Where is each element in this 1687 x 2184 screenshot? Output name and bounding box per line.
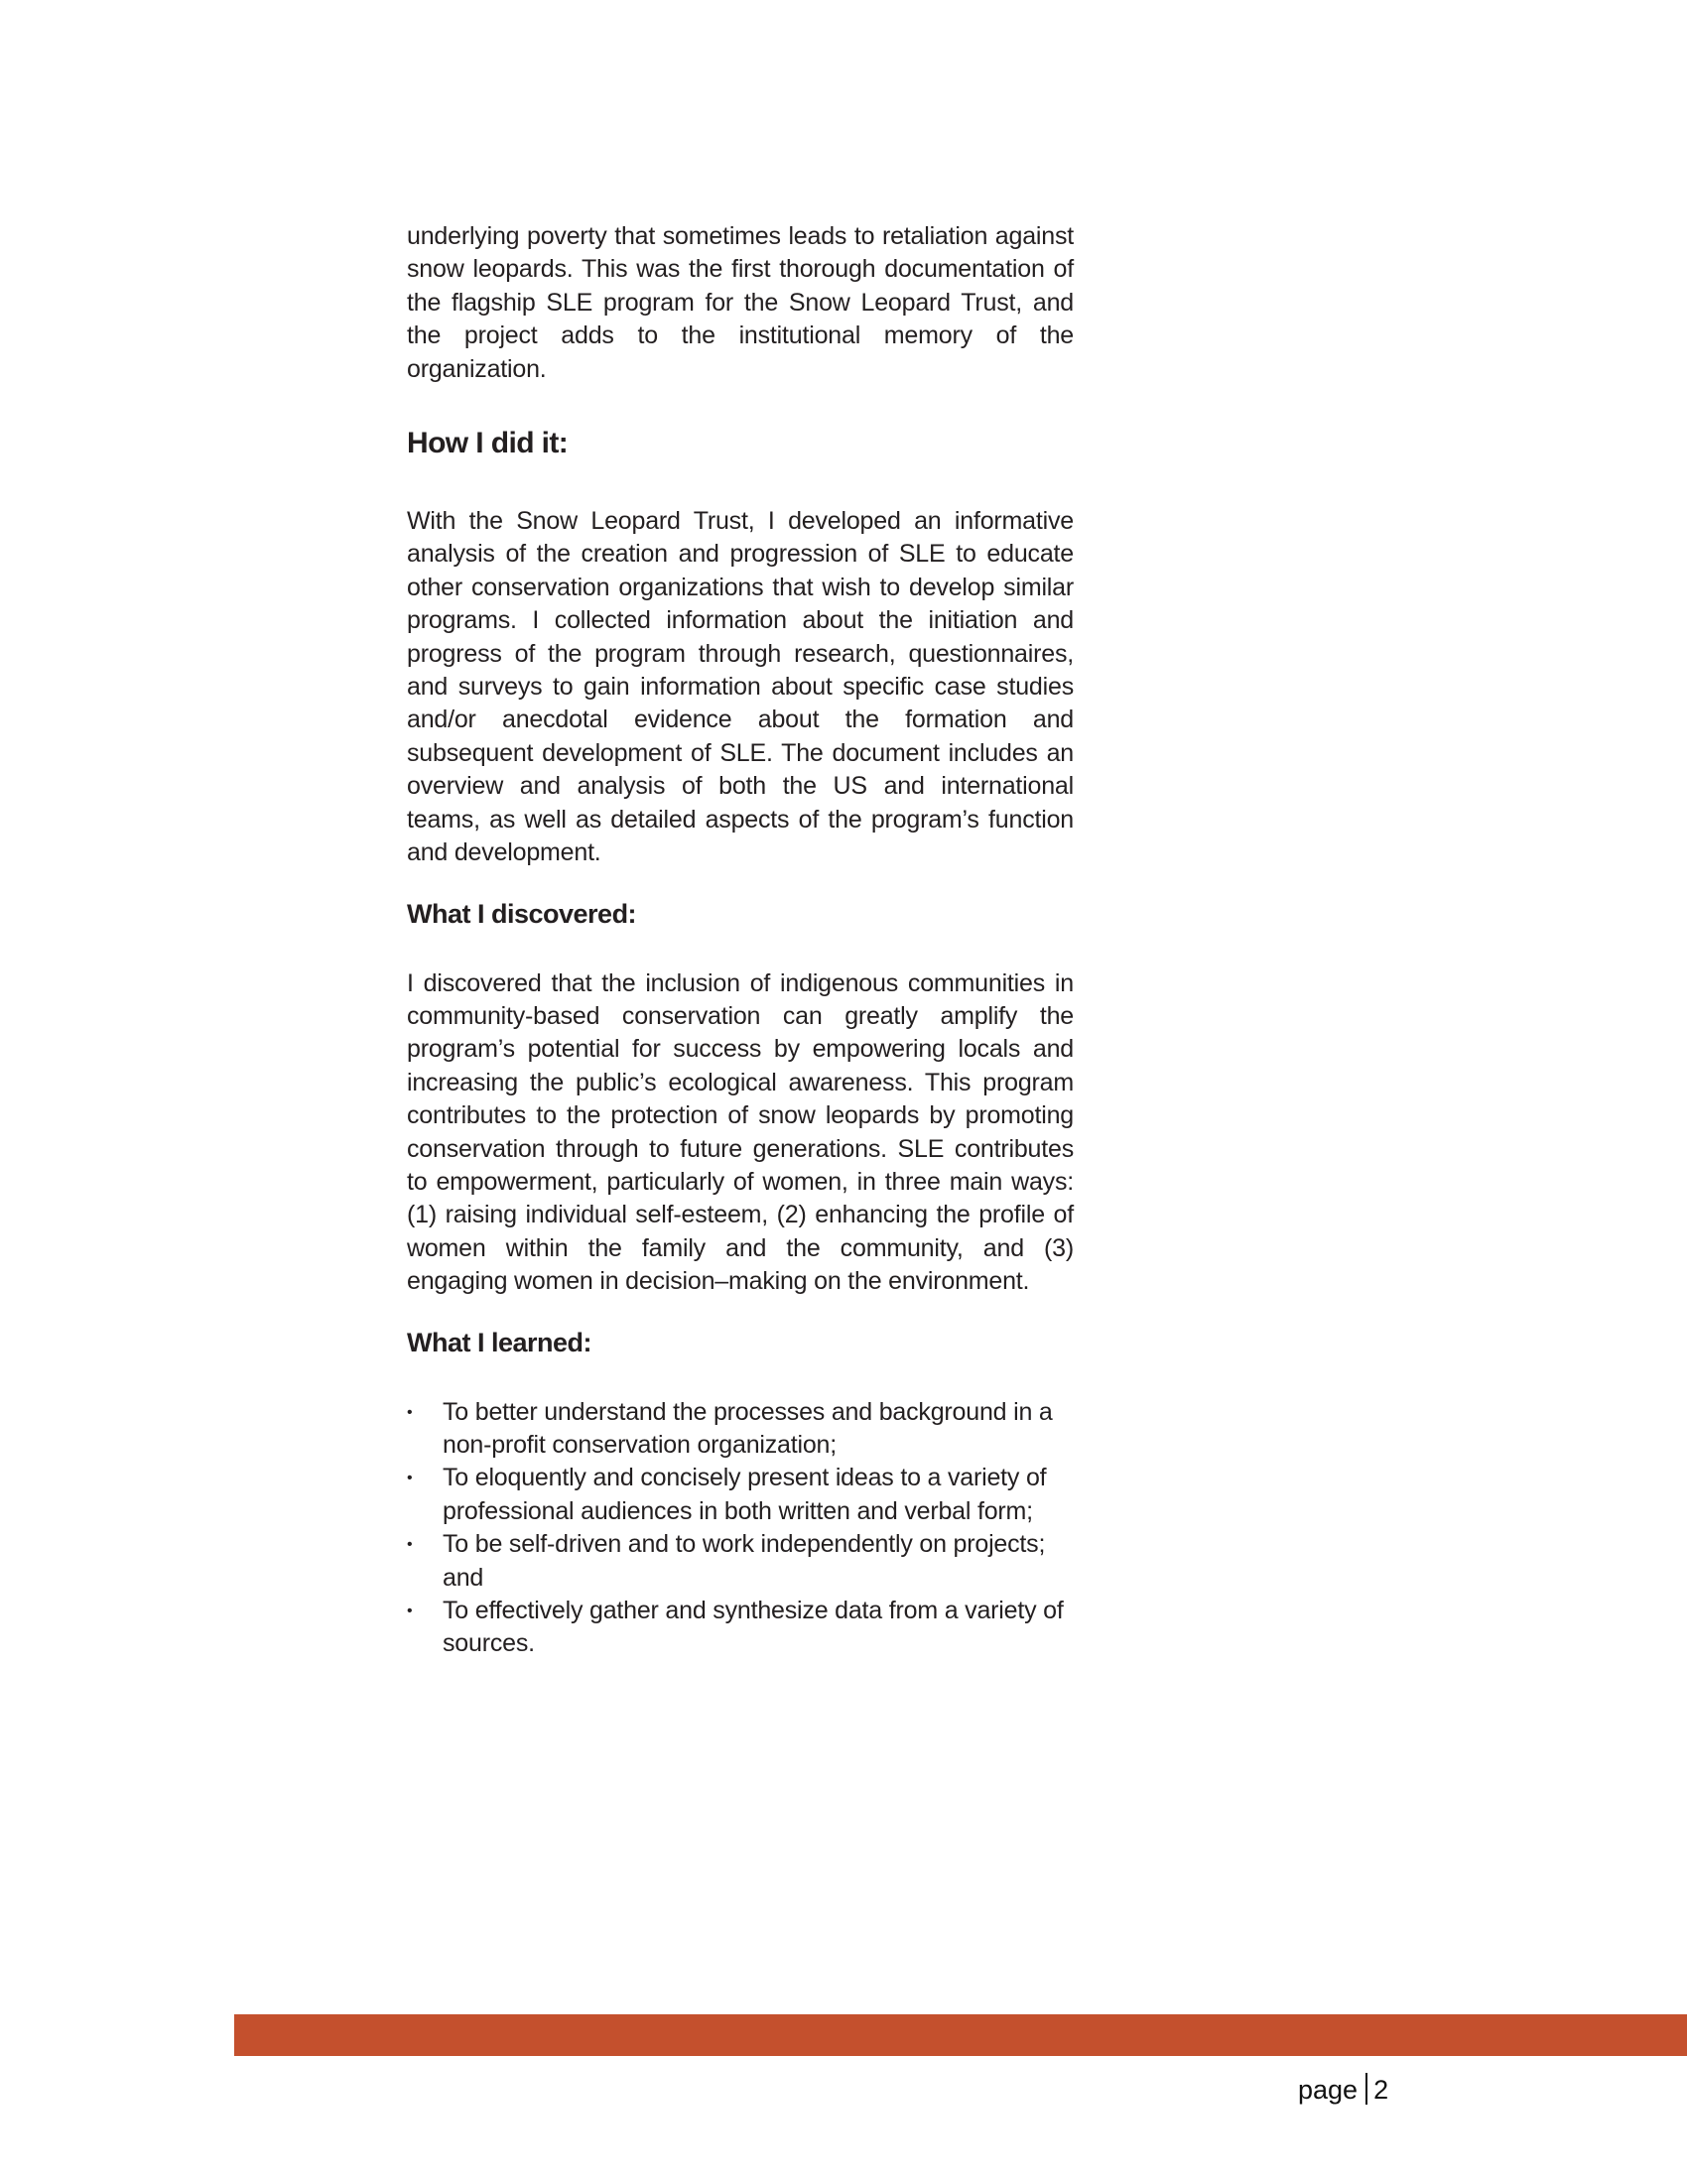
heading-what-i-discovered: What I discovered: — [407, 898, 637, 929]
how-i-did-it-paragraph: With the Snow Leopard Trust, I developed an informative analysis of the creation and progression of SLE to educate other conservation organizations that wish to develop similar programs. I collected information about the initiation and progress of the program through research, questionnaires, and surveys to gain information about specific case studies and/or anecdotal evidence about the formation and subsequent development of SLE. The document includes an overview and analysis of both the US and international teams, as well as detailed aspects of the program’s function and development. — [407, 507, 1074, 867]
list-item-text: To better understand the processes and background in a non-profit conservation organization; — [443, 1397, 1053, 1459]
page-number-label — [1298, 2072, 1388, 2108]
heading-how-i-did-it: How I did it: — [407, 427, 569, 460]
bullet-icon: • — [407, 1470, 413, 1487]
list-item — [407, 1396, 1074, 1463]
page-separator — [1365, 2073, 1367, 2105]
bullet-icon: • — [407, 1603, 413, 1619]
list-item — [407, 1595, 1074, 1661]
list-item-text: To effectively gather and synthesize data from a variety of sources. — [443, 1597, 1064, 1658]
intro-paragraph: underlying poverty that sometimes leads to retaliation against snow leopards. This was the first thorough documentation of the flagship SLE program for the Snow Leopard Trust, and the project adds to the institutional memory of the organization. — [407, 222, 1074, 383]
footer-accent-bar — [234, 2014, 1687, 2056]
document-body — [407, 220, 1074, 1661]
what-i-discovered-paragraph: I discovered that the inclusion of indigenous communities in community-based conservation can greatly amplify the program’s potential for success by empowering locals and increasing the public’s ecological awareness. This program contributes to the protection of snow leopards by promoting conservation through to future generations. SLE contributes to empowerment, particularly of women, in three main ways: (1) raising individual self-esteem, (2) enhancing the profile of women within the family and the community, and (3) engaging women in decision–making on the environment. — [407, 968, 1074, 1296]
bullet-icon: • — [407, 1403, 413, 1421]
page-word: page — [1298, 2075, 1359, 2105]
bullet-icon: • — [407, 1536, 413, 1554]
page-number: 2 — [1373, 2075, 1389, 2105]
heading-what-i-learned: What I learned: — [407, 1327, 592, 1357]
learned-list — [407, 1396, 1074, 1661]
list-item-text: To be self-driven and to work independently on projects; and — [443, 1530, 1046, 1592]
list-item — [407, 1528, 1074, 1595]
list-item-text: To eloquently and concisely present ideas to a variety of professional audiences in both written and verbal form; — [443, 1464, 1047, 1525]
list-item — [407, 1462, 1074, 1528]
